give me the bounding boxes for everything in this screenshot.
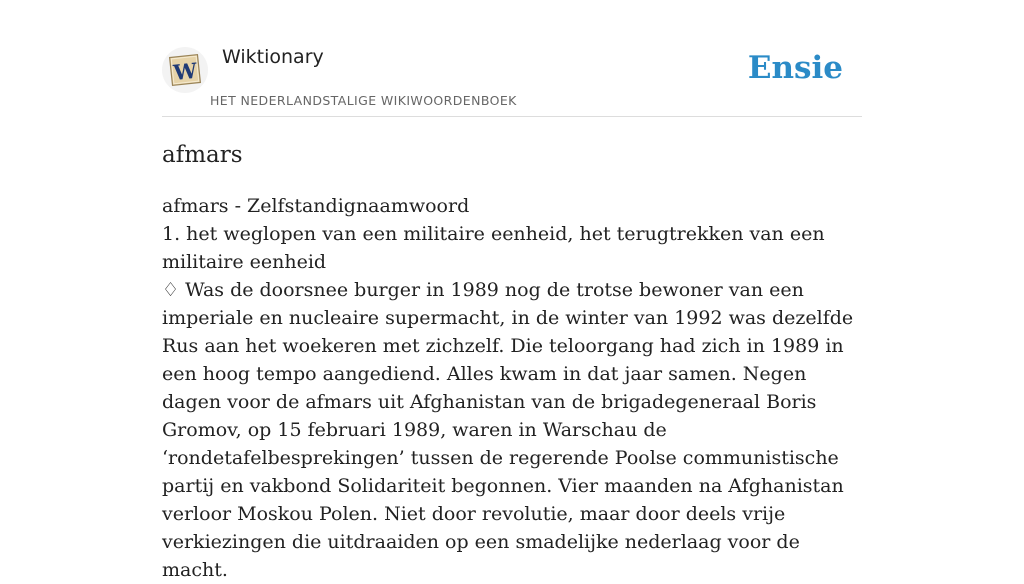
entry-body [162, 192, 862, 584]
site-name[interactable]: Wiktionary [222, 46, 324, 68]
wiktionary-logo-icon[interactable] [162, 47, 208, 93]
entry-definition: 1. het weglopen van een militaire eenheid, het terugtrekken van een militaire eenheid [162, 223, 825, 273]
entry-content [162, 138, 862, 584]
site-tagline: HET NEDERLANDSTALIGE WIKIWOORDENBOEK [210, 93, 517, 108]
entry-example: ♢ Was de doorsnee burger in 1989 nog de trotse bewoner van een imperiale en nucleaire supermacht, in de winter van 1992 was dezelfde Rus aan het woekeren met zichzelf. Die teloorgang had zich in 1989 in een hoog tempo aangediend. Alles kwam in dat jaar samen. Negen dagen voor de afmars uit Afghanistan van de brigadegeneraal Boris Gromov, op 15 februari 1989, waren in Warschau de ‘rondetafelbesprekingen’ tussen de regerende Poolse communistische partij en vakbond Solidariteit begonnen. Vier maanden na Afghanistan verloor Moskou Polen. Niet door revolutie, maar door deels vrije verkiezingen die uitdraaiden op een smadelijke nederlaag voor de macht. [162, 279, 854, 581]
page-title: afmars [162, 142, 243, 168]
site-header [162, 0, 862, 117]
logo-letter: W [172, 57, 199, 86]
entry-heading: afmars - Zelfstandignaamwoord [162, 195, 470, 217]
ensie-brand-logo[interactable]: Ensie [747, 50, 843, 86]
